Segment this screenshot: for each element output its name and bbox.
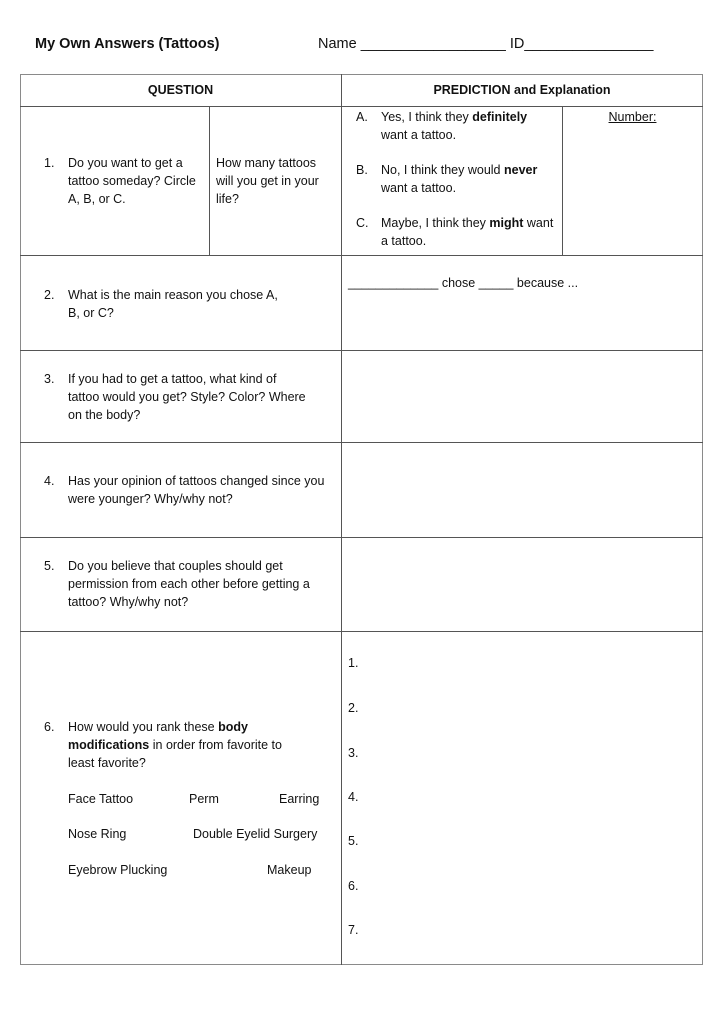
answer-prompt: _____________ chose _____ because ... [348,276,579,290]
question-1-subquestion: How many tattoos will you get in your life? [216,156,319,206]
option-emphasis: might [489,216,524,230]
option-b-letter: B. [356,163,368,177]
question-6-text [68,718,298,772]
option-text: Yes, I think they [381,110,473,124]
option-text: Maybe, I think they [381,216,490,230]
divider [209,106,210,255]
question-number: 3. [44,372,55,386]
question-number: 6. [44,720,55,734]
option-text: want a tattoo. [381,181,457,195]
worksheet-title: My Own Answers (Tattoos) [35,36,220,52]
modification-item: Double Eyelid Surgery [193,827,318,841]
rank-label: 2. [348,701,359,715]
modification-item: Makeup [267,863,312,877]
question-1-text: Do you want to get a tattoo someday? Circle A, B, or C. [68,156,196,206]
option-c[interactable] [381,214,556,250]
question-emphasis: body modifications [68,720,248,752]
question-text: How would you rank these [68,720,219,734]
modification-item: Eyebrow Plucking [68,863,168,877]
column-header-question: QUESTION [147,83,214,97]
question-number: 2. [44,288,55,302]
answer-field-4[interactable] [342,443,702,536]
number-answer-field[interactable] [563,128,702,254]
rank-label: 3. [348,746,359,760]
divider [20,255,703,256]
option-text: want a tattoo. [381,128,457,142]
rank-label: 6. [348,879,359,893]
rank-label: 1. [348,656,359,670]
rank-label: 4. [348,790,359,804]
rank-label: 5. [348,834,359,848]
divider [20,631,703,632]
question-3-text: If you had to get a tattoo, what kind of tattoo would you get? Style? Color? Where on the body? [68,372,306,422]
column-header-prediction: PREDICTION and Explanation [433,83,611,97]
option-text: No, I think they would [381,163,504,177]
option-a-letter: A. [356,110,368,124]
option-text: want a tattoo. [381,216,554,248]
option-emphasis: definitely [472,110,528,124]
divider [20,106,703,107]
question-5-text: Do you believe that couples should get permission from each other before getting a tattoo? Why/why not? [68,559,310,609]
answer-field-5[interactable] [342,538,702,630]
question-4-text: Has your opinion of tattoos changed since you were younger? Why/why not? [68,474,325,506]
number-label: Number: [608,110,657,124]
question-number: 1. [44,156,55,170]
modification-item: Perm [189,792,219,806]
modification-item: Earring [279,792,320,806]
option-b[interactable] [381,161,556,197]
answer-field-2[interactable] [342,294,702,349]
name-id-field[interactable]: Name __________________ ID________________ [318,36,654,52]
option-emphasis: never [503,163,538,177]
question-2-text: What is the main reason you chose A, B, or C? [68,288,278,320]
modification-item: Face Tattoo [68,792,134,806]
option-c-letter: C. [356,216,369,230]
answer-field-3[interactable] [342,351,702,441]
question-number: 4. [44,474,55,488]
modification-item: Nose Ring [68,827,127,841]
question-number: 5. [44,559,55,573]
question-text: in order from favorite to least favorite? [68,738,282,770]
option-a[interactable] [381,108,556,144]
ranking-answer-field[interactable] [366,640,702,960]
rank-label: 7. [348,923,359,937]
